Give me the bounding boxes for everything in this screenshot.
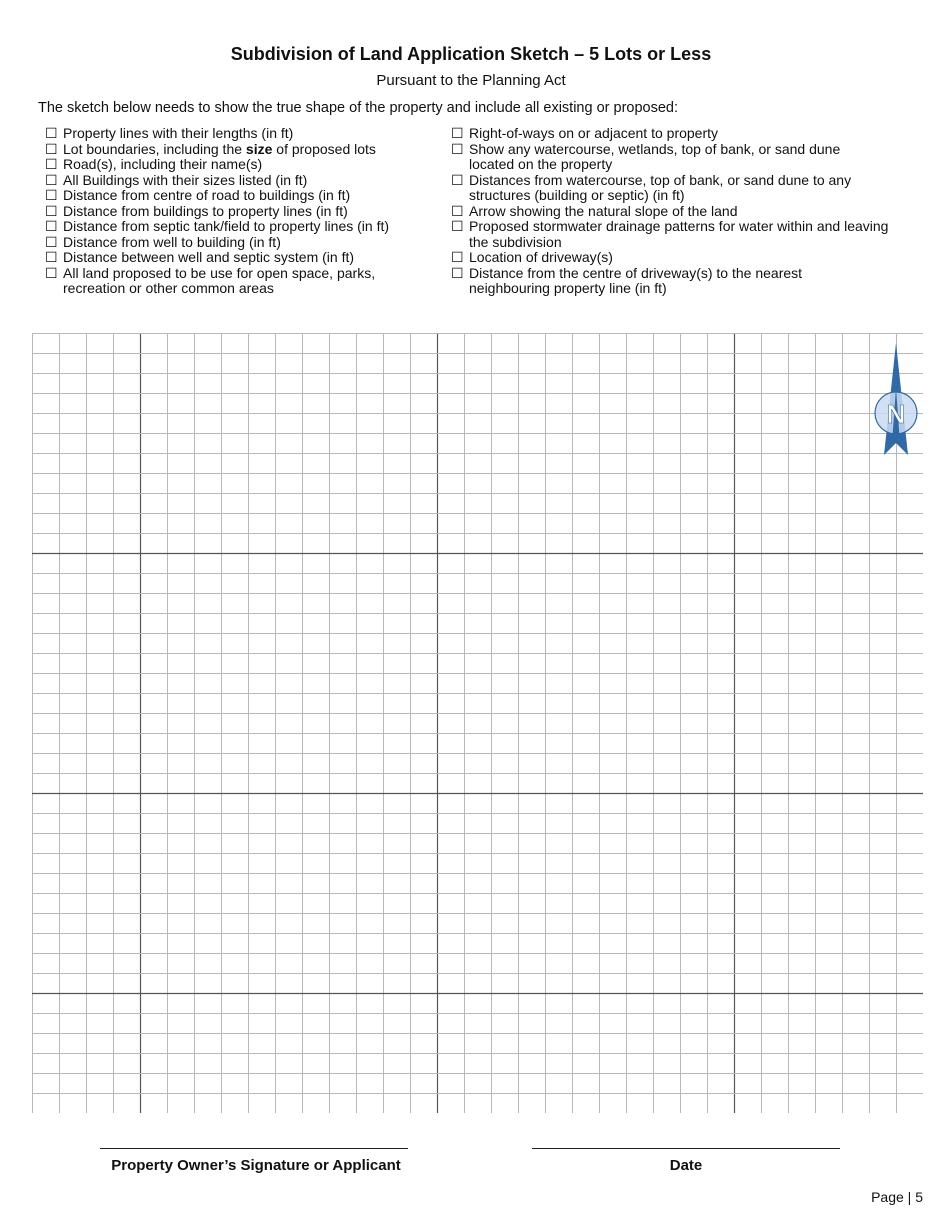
signature-label: Property Owner’s Signature or Applicant: [111, 1157, 401, 1174]
date-label: Date: [669, 1157, 703, 1174]
checklist-item[interactable]: ☐ Distance from well to building (in ft): [45, 233, 281, 250]
checkbox[interactable]: ☐: [45, 218, 58, 234]
signature-line[interactable]: [100, 1148, 408, 1149]
checkbox[interactable]: ☐: [451, 171, 464, 188]
checklist-item[interactable]: ☐ Location of driveway(s): [451, 249, 613, 265]
page-number: Page | 5: [871, 1189, 923, 1205]
checklist-item[interactable]: ☐ All Buildings with their sizes listed (in ft): [45, 171, 308, 188]
page-title: Subdivision of Land Application Sketch – 5 Lots or Less: [230, 44, 712, 64]
checkbox[interactable]: ☐: [451, 140, 464, 157]
checklist-item[interactable]: ☐ Distance between well and septic system (in ft): [45, 249, 355, 265]
checkbox[interactable]: ☐: [45, 125, 58, 141]
checkbox[interactable]: ☐: [45, 233, 58, 250]
checklist-item[interactable]: ☐ Show any watercourse, wetlands, top of bank, or sand dune located on the property: [451, 140, 841, 172]
checkbox[interactable]: ☐: [45, 264, 58, 281]
north-arrow-icon: [872, 343, 920, 455]
compass-label: N: [886, 399, 906, 429]
checklist-right: [451, 126, 921, 297]
checklist-item[interactable]: ☐ Right-of-ways on or adjacent to property: [451, 125, 719, 141]
checkbox[interactable]: ☐: [451, 249, 464, 265]
checkbox[interactable]: ☐: [45, 202, 58, 219]
checklist-item[interactable]: [45, 142, 445, 158]
checklist-item[interactable]: ☐ Distance from buildings to property lines (in ft): [45, 202, 348, 219]
checklist-item[interactable]: ☐ Property lines with their lengths (in ft): [45, 125, 294, 141]
lot-boundaries-text: Lot boundaries, including the size of proposed lots: [63, 140, 376, 157]
checkbox[interactable]: ☐: [451, 264, 464, 281]
checklist-item[interactable]: ☐ Distances from watercourse, top of bank, or sand dune to any structures (building or septic) (in ft): [451, 171, 852, 203]
checkbox[interactable]: ☐: [45, 156, 58, 172]
checklist-left: [45, 126, 445, 297]
checkbox[interactable]: ☐: [45, 187, 58, 203]
checklist-item[interactable]: ☐ Distance from centre of road to buildings (in ft): [45, 187, 351, 203]
checklist-item[interactable]: ☐ Distance from the centre of driveway(s) to the nearest neighbouring property line (in ft): [451, 264, 803, 296]
checkbox[interactable]: ☐: [45, 249, 58, 265]
checkbox[interactable]: ☐: [451, 202, 464, 219]
page-subtitle: Pursuant to the Planning Act: [376, 72, 566, 89]
grid-lines: [32, 333, 923, 1113]
intro-text: The sketch below needs to show the true shape of the property and include all existing or proposed:: [38, 100, 679, 116]
checkbox[interactable]: ☐: [45, 140, 58, 157]
checklist-item[interactable]: ☐ Road(s), including their name(s): [45, 156, 263, 172]
checklist-item[interactable]: ☐ All land proposed to be use for open space, parks, recreation or other common areas: [45, 264, 376, 296]
date-line[interactable]: [532, 1148, 840, 1149]
checklist-item[interactable]: ☐ Distance from septic tank/field to property lines (in ft): [45, 218, 390, 234]
checkbox[interactable]: ☐: [45, 171, 58, 188]
checkbox[interactable]: ☐: [451, 125, 464, 141]
checkbox[interactable]: ☐: [451, 218, 464, 234]
checklist-item[interactable]: ☐ Proposed stormwater drainage patterns for water within and leaving the subdivision: [451, 218, 889, 250]
sketch-grid[interactable]: [32, 333, 923, 1113]
checklist-item[interactable]: ☐ Arrow showing the natural slope of the land: [451, 202, 738, 219]
